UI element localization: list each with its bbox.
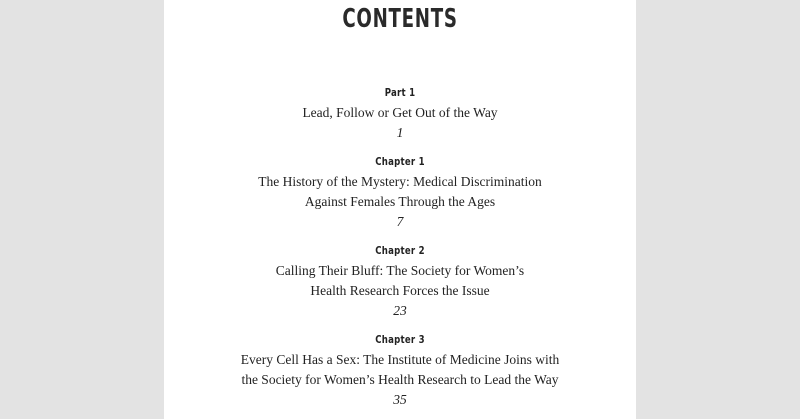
toc-entry-title-line: Lead, Follow or Get Out of the Way [302, 105, 498, 120]
toc-entry-label: Chapter 2 [375, 244, 425, 257]
book-page [164, 0, 636, 419]
toc-entry-page-number: 35 [393, 392, 407, 407]
toc-entry-page-number: 23 [393, 303, 407, 318]
toc-entry-label: Part 1 [384, 86, 416, 99]
toc-list [164, 83, 636, 419]
toc-entry-title-line: the Society for Women’s Health Research to Lead the Way [241, 372, 559, 387]
toc-entry-title-line: Health Research Forces the Issue [310, 283, 490, 298]
toc-entry-page-number: 7 [396, 214, 404, 229]
toc-entry-chapter-2[interactable] [164, 241, 636, 321]
toc-entry-chapter-3[interactable] [164, 330, 636, 410]
toc-entry-title-line: Calling Their Bluff: The Society for Women’s [275, 263, 525, 278]
toc-entry-page-number: 1 [396, 125, 404, 140]
contents-heading: CONTENTS [342, 4, 458, 34]
toc-entry-label: Chapter 3 [375, 333, 425, 346]
toc-entry-title-line: Every Cell Has a Sex: The Institute of Medicine Joins with [240, 352, 560, 367]
toc-entry-title-line: The History of the Mystery: Medical Discrimination [258, 174, 542, 189]
toc-entry-chapter-1[interactable] [164, 152, 636, 232]
toc-entry-title-line: Against Females Through the Ages [304, 194, 496, 209]
toc-entry-label: Chapter 1 [375, 155, 425, 168]
toc-entry-part-1[interactable] [164, 83, 636, 143]
